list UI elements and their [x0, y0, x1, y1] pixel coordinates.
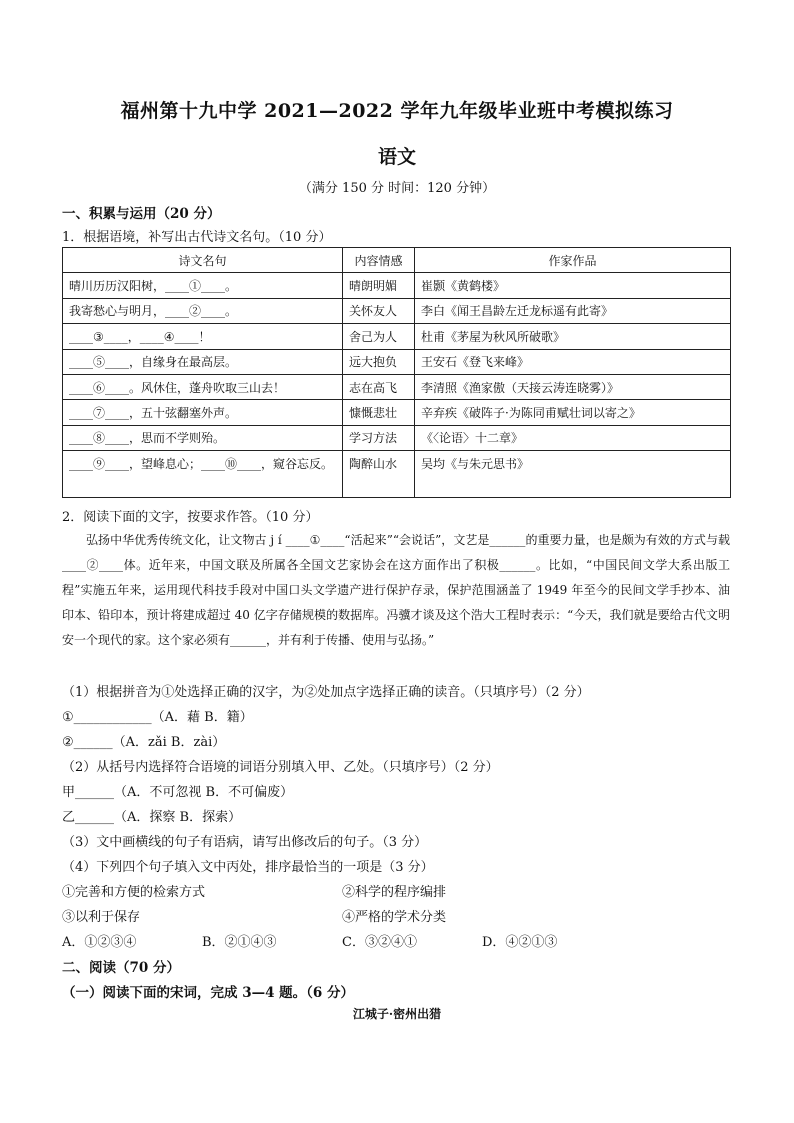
poem-cell: ____⑧____，思而不学则殆。 [63, 425, 343, 450]
emotion-cell: 陶醉山水 [343, 451, 415, 498]
author-cell: 辛弃疾《破阵子·为陈同甫赋壮词以寄之》 [415, 400, 731, 425]
passage-paragraph: 弘扬中华优秀传统文化，让文物古 j í ____①____“活起来”“会说话”，文艺是______的重要力量，也是颇为有效的方式与载____②____体。近年来，中国文联及所属各全国文艺家协会在这方面作出了积极______。比如，“中国民间文学大系出版工程”实施五年来，运用现代科技手段对中国口头文学遗产进行保护存录，保护范围涵盖了 1949 年至今的民间文学手抄本、油印本、铅印本，预计将建成超过 40 亿字存储规模的数据库。冯骥才谈及这个浩大工程时表示：“今天，我们就是要给古代文明安一个现代的家。这个家必须有______，并有利于传播、使用与弘扬。” [62, 533, 730, 647]
sub-question-3: （3）文中画横线的句子有语病，请写出修改后的句子。（3 分） [62, 835, 428, 850]
poem-cell: ____⑥____。风休住，蓬舟吹取三山去！ [63, 374, 343, 399]
sub-question-2: （2）从括号内选择符合语境的词语分别填入甲、乙处。（只填序号）（2 分） [62, 760, 499, 775]
option-4: ④严格的学术分类 [342, 910, 447, 925]
sub-question-1a: ①____________（A．藉 B．籍） [62, 710, 253, 725]
question-1: 1．根据语境，补写出古代诗文名句。（10 分） [62, 230, 332, 245]
table-row [63, 324, 731, 349]
poem-cell: ____③____，____④____！ [63, 324, 343, 349]
table-row [63, 298, 731, 323]
sub-question-1b: ②______（A．zǎi B．zài） [62, 735, 226, 750]
choice-d: D．④②①③ [482, 935, 558, 950]
header-emotion: 内容情感 [343, 248, 415, 273]
author-cell: 《〈论语〉十二章》 [415, 425, 731, 450]
poem-cell: ____⑤____，自缘身在最高层。 [63, 349, 343, 374]
question-2: 2．阅读下面的文字，按要求作答。（10 分） [62, 510, 319, 525]
section2-heading: 二、阅读（70 分） [62, 960, 180, 976]
emotion-cell: 远大抱负 [343, 349, 415, 374]
poem-cell: 晴川历历汉阳树，____①____。 [63, 273, 343, 298]
section2-subheading: （一）阅读下面的宋词，完成 3—4 题。（6 分） [62, 985, 355, 1001]
emotion-cell: 关怀友人 [343, 298, 415, 323]
section1-heading: 一、积累与运用（20 分） [62, 206, 221, 222]
table-row [63, 349, 731, 374]
header-poem: 诗文名句 [63, 248, 343, 273]
author-cell: 吴均《与朱元思书》 [415, 451, 731, 498]
table-row [63, 451, 731, 498]
author-cell: 杜甫《茅屋为秋风所破歌》 [415, 324, 731, 349]
exam-meta: （满分 150 分 时间：120 分钟） [298, 181, 496, 196]
sub-question-4: （4）下列四个句子填入文中丙处，排序最恰当的一项是（3 分） [62, 860, 434, 875]
option-1: ①完善和方便的检索方式 [62, 885, 206, 900]
emotion-cell: 志在高飞 [343, 374, 415, 399]
poem-cell: ____⑦____，五十弦翻塞外声。 [63, 400, 343, 425]
table-row [63, 273, 731, 298]
poem-table-header [63, 248, 731, 273]
sub-question-2b: 乙______（A．探察 B．探索） [62, 810, 242, 825]
poem-table [62, 247, 731, 498]
table-row [63, 374, 731, 399]
emotion-cell: 慷慨悲壮 [343, 400, 415, 425]
option-2: ②科学的程序编排 [342, 885, 447, 900]
poem-title: 江城子·密州出猎 [352, 1007, 442, 1021]
exam-title: 福州第十九中学 2021—2022 学年九年级毕业班中考模拟练习 [120, 100, 674, 122]
author-cell: 李清照《渔家傲（天接云涛连晓雾）》 [415, 374, 731, 399]
choice-a: A．①②③④ [62, 935, 137, 950]
sub-question-2a: 甲______（A．不可忽视 B．不可偏废） [62, 785, 294, 800]
reading-passage [62, 528, 730, 653]
header-author: 作家作品 [415, 248, 731, 273]
table-row [63, 425, 731, 450]
emotion-cell: 学习方法 [343, 425, 415, 450]
author-cell: 崔颢《黄鹤楼》 [415, 273, 731, 298]
poem-cell: ____⑨____，望峰息心；____⑩____，窥谷忘反。 [63, 451, 343, 498]
table-row [63, 400, 731, 425]
emotion-cell: 舍己为人 [343, 324, 415, 349]
author-cell: 李白《闻王昌龄左迁龙标遥有此寄》 [415, 298, 731, 323]
option-3: ③以利于保存 [62, 910, 141, 925]
choice-b: B．②①④③ [202, 935, 277, 950]
sub-question-1: （1）根据拼音为①处选择正确的汉字，为②处加点字选择正确的读音。（只填序号）（2 分） [62, 685, 590, 700]
author-cell: 王安石《登飞来峰》 [415, 349, 731, 374]
emotion-cell: 晴朗明媚 [343, 273, 415, 298]
choice-c: C．③②④① [342, 935, 417, 950]
subject-title: 语文 [377, 146, 416, 168]
poem-cell: 我寄愁心与明月，____②____。 [63, 298, 343, 323]
